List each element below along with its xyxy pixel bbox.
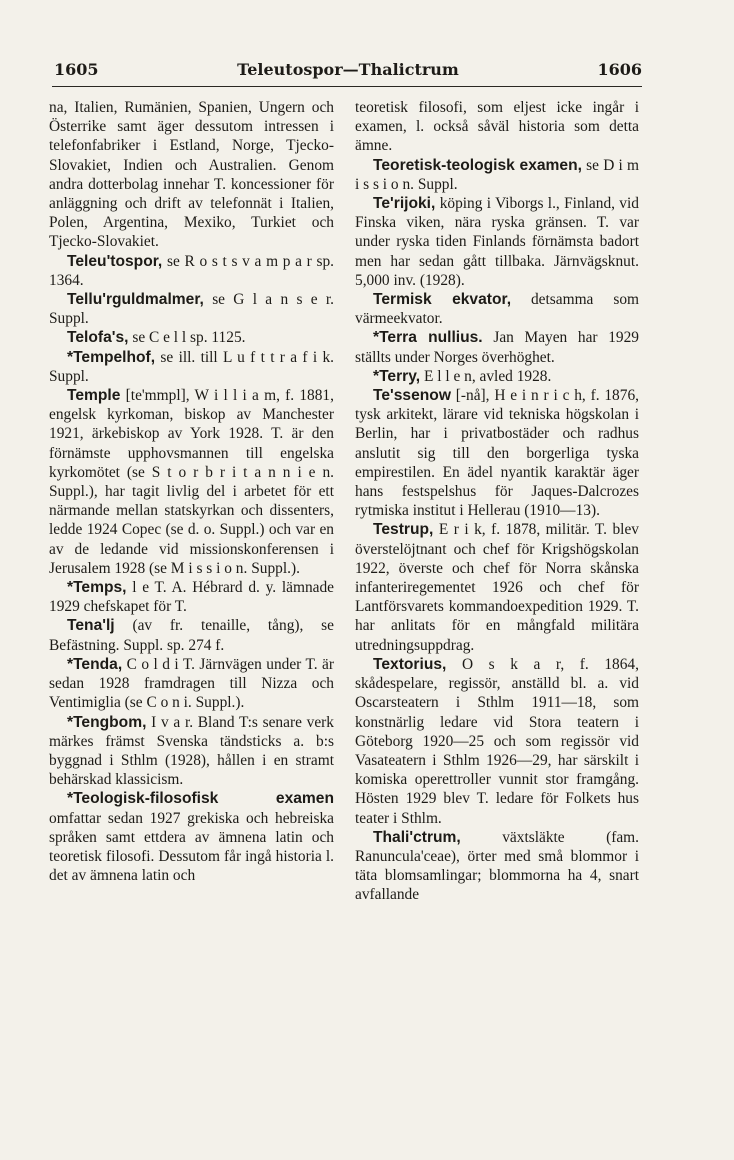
dictionary-entry: [49, 655, 334, 713]
entry-text: E l l e n, avled 1928.: [423, 367, 552, 385]
entry-headword: *Tenda,: [67, 655, 123, 673]
entry-text: Jan Mayen har 1929 ställts under Norges överhöghet.: [355, 329, 639, 366]
running-header: [54, 58, 642, 84]
entry-text: se G l a n s e r. Suppl.: [49, 291, 334, 328]
entry-headword: *Tempelhof,: [67, 348, 156, 366]
dictionary-entry: [49, 348, 334, 386]
dictionary-entry: [355, 520, 639, 654]
entry-headword: Textorius,: [373, 655, 447, 673]
entry-text: omfattar sedan 1927 grekiska och hebreiska språken samt ettdera av ämnena latin och teoretisk filosofi. Dessutom får ingå historia l. det av ämnena latin och: [49, 809, 334, 885]
dictionary-entry: [355, 328, 639, 366]
entry-text: teoretisk filosofi, som eljest icke ingår i examen, l. också såväl historia som detta ämne.: [355, 99, 639, 155]
dictionary-entry: [355, 367, 639, 386]
entry-headword: Teleu'tospor,: [67, 252, 163, 270]
entry-headword: *Temps,: [67, 579, 127, 597]
dictionary-entry: [355, 655, 639, 828]
entry-text: l e T. A. Hébrard d. y. lämnade 1929 chefskapet för T.: [49, 579, 334, 616]
entry-headword: *Teologisk-filosofisk examen: [67, 790, 334, 808]
dictionary-entry: [355, 290, 639, 328]
header-title: Teleutospor—Thalictrum: [237, 60, 459, 79]
entry-headword: Tena'lj: [67, 617, 115, 635]
entry-text: I v a r. Bland T:s senare verk märkes främst Svenska tändsticks a. b:s byggnad i Sthlm (1928), hållen i en stramt behärskad klassicism.: [49, 713, 334, 789]
entry-text: na, Italien, Rumänien, Spanien, Ungern och Österrike samt äger dessutom intressen i telefonfabriker i Estland, Norge, Tjecko-Slovakiet, Indien och Australien. Genom andra dotterbolag innehar T. koncessioner för anläggning och drift av telefonnät i Italien, Polen, Argentina, Mexiko, Turkiet och Tjecko-Slovakiet.: [49, 99, 334, 251]
left-column: [49, 98, 334, 885]
dictionary-entry: [355, 194, 639, 290]
right-page-number: 1606: [597, 60, 642, 79]
entry-headword: Temple: [67, 387, 121, 405]
entry-text: [te'mmpl], W i l l i a m, f. 1881, engelsk kyrkoman, biskop av Manchester 1921, ärkebiskop av York 1928. T. är den förnämste upphovsmannen till engelska kyrkomötet (se S t o r b r i t a n n i e n. Suppl.), har tagit livlig del i arbetet för ett närmande mellan statskyrkan och dissenters, ledde 1924 Copec (se d. o. Suppl.) och var en av de ledande vid missionskonferensen i Jerusalem 1928 (se M i s s i o n. Suppl.).: [49, 387, 334, 577]
dictionary-entry: [355, 98, 639, 156]
dictionary-entry: [49, 616, 334, 654]
entry-text: [-nå], H e i n r i c h, f. 1876, tysk arkitekt, lärare vid tekniska högskolan i Berlin, har i privatbostäder och radhus anslutit sig till den borgerliga tyska empirestilen. En ädel nyantik karaktär äger hans festspelshus för Jaques-Dalcrozes rytmiska institut i Hellerau (1910—13).: [355, 387, 639, 520]
entry-headword: Telofa's,: [67, 329, 129, 347]
left-page-number: 1605: [54, 60, 99, 79]
entry-headword: Teoretisk-teologisk examen,: [373, 156, 582, 174]
entry-headword: Tellu'rguldmalmer,: [67, 291, 204, 309]
entry-headword: Te'ssenow: [373, 387, 451, 405]
entry-headword: *Terra nullius.: [373, 329, 483, 347]
entry-headword: Te'rijoki,: [373, 195, 436, 213]
dictionary-entry: [49, 789, 334, 885]
dictionary-entry: [49, 386, 334, 578]
entry-headword: *Tengbom,: [67, 713, 147, 731]
entry-headword: Termisk ekvator,: [373, 291, 512, 309]
dictionary-entry: [355, 156, 639, 194]
header-rule: [52, 86, 642, 87]
dictionary-entry: [49, 713, 334, 790]
dictionary-entry: [49, 98, 334, 252]
dictionary-entry: [49, 328, 334, 347]
entry-headword: *Terry,: [373, 367, 421, 385]
entry-text: E r i k, f. 1878, militär. T. blev överstelöjtnant och chef för Krigshögskolan 1922, överste och chef för Norra skånska infanteriregementet 1926 och chef för Lantförsvarets kommandoexpedition 1929. T. har anlitats för en mångfald militära utredningsuppdrag.: [355, 521, 639, 654]
dictionary-entry: [355, 386, 639, 520]
entry-text: detsamma som värmeekvator.: [355, 291, 639, 328]
right-column: [355, 98, 639, 905]
entry-text: (av fr. tenaille, tång), se Befästning. Suppl. sp. 274 f.: [49, 617, 334, 654]
entry-text: köping i Viborgs l., Finland, vid Finska viken, nära ryska gränsen. T. var under ryska tiden Finlands förnämsta badort men har sedan gått tillbaka. Järnvägsknut. 5,000 inv. (1928).: [355, 195, 639, 289]
dictionary-entry: [49, 290, 334, 328]
entry-text: O s k a r, f. 1864, skådespelare, regissör, anställd bl. a. vid Oscarsteatern i Sthlm 1911—18, som konstnärlig ledare vid Stora teatern i Göteborg 1920—25 och som regissör vid Vasateatern i Sthlm 1926—29, har särskilt i komiska operettroller vunnit stor framgång. Hösten 1929 blev T. ledare för Folkets hus teater i Sthlm.: [355, 655, 639, 827]
entry-text: se D i m i s s i o n. Suppl.: [355, 156, 639, 193]
entry-headword: Thali'ctrum,: [373, 828, 461, 846]
dictionary-entry: [49, 578, 334, 616]
dictionary-entry: [49, 252, 334, 290]
dictionary-entry: [355, 828, 639, 905]
entry-text: C o l d i T. Järnvägen under T. är sedan 1928 framdragen till Nizza och Ventimiglia (se C o n i. Suppl.).: [49, 655, 334, 712]
entry-text: se ill. till L u f t t r a f i k. Suppl.: [49, 348, 334, 385]
entry-text: växtsläkte (fam. Ranuncula'ceae), örter med små blommor i täta blomsamlingar; blommorna ha 4, snart avfallande: [355, 828, 639, 904]
entry-text: se R o s t s v a m p a r sp. 1364.: [49, 252, 334, 289]
entry-headword: Testrup,: [373, 521, 434, 539]
entry-text: se C e l l sp. 1125.: [132, 329, 246, 347]
